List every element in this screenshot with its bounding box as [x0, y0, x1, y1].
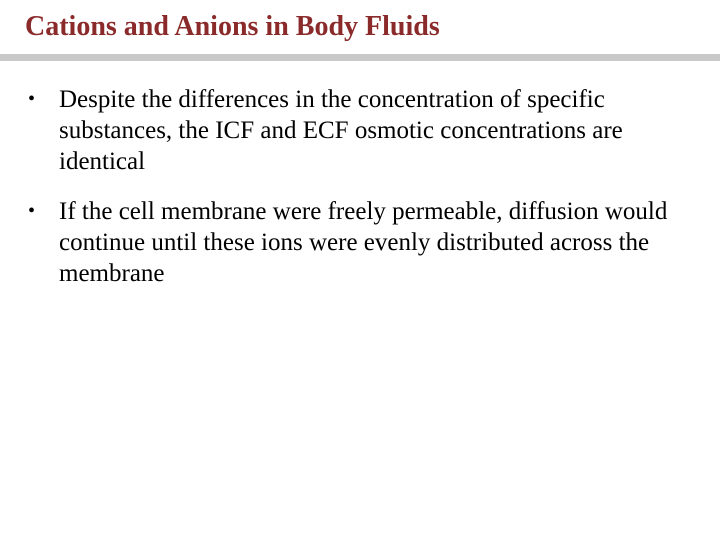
bullet-text: Despite the differences in the concentration of specific substances, the ICF and ECF osmotic concentrations are identical	[59, 86, 623, 175]
bullet-item	[28, 196, 688, 289]
bullet-list	[28, 84, 688, 308]
bullet-item	[28, 84, 688, 177]
slide-title: Cations and Anions in Body Fluids	[25, 11, 440, 42]
bullet-marker: •	[28, 200, 36, 222]
bullet-marker: •	[28, 88, 36, 110]
title-divider	[0, 54, 720, 61]
bullet-text: If the cell membrane were freely permeable, diffusion would continue until these ions were evenly distributed across the membrane	[59, 198, 668, 287]
